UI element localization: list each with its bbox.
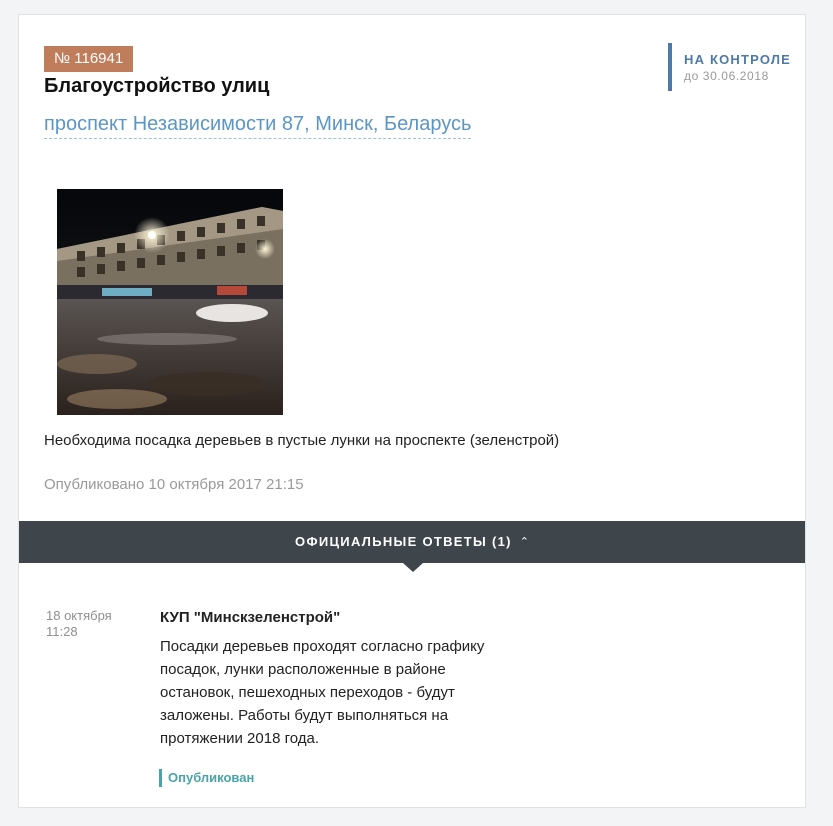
reply-date-time: 11:28 [46, 624, 78, 639]
reply-date [46, 608, 112, 640]
control-status-deadline: до 30.06.2018 [684, 69, 769, 83]
control-status-label: НА КОНТРОЛЕ [684, 52, 792, 67]
official-answers-label: ОФИЦИАЛЬНЫЕ ОТВЕТЫ (1) [295, 534, 512, 549]
issue-description: Необходима посадка деревьев в пустые лунки на проспекте (зеленстрой) [44, 432, 560, 449]
issue-title: Благоустройство улиц [44, 75, 270, 97]
reply-status-badge: Опубликован [159, 769, 254, 787]
issue-card [18, 14, 806, 808]
answers-bar-pointer [403, 563, 423, 572]
chevron-up-icon: ⌃ [519, 536, 529, 548]
reply-date-day: 18 октября [46, 608, 112, 623]
issue-published-date: Опубликовано 10 октября 2017 21:15 [44, 476, 304, 493]
reply-text: Посадки деревьев проходят согласно графику посадок, лунки расположенные в районе остановок, пешеходных переходов - будут заложены. Работы будут выполняться на протяжении 2018 года. [160, 638, 485, 747]
control-status [668, 43, 792, 91]
official-answers-toggle[interactable] [19, 521, 805, 563]
issue-number-badge: № 116941 [44, 46, 133, 72]
night-street-photo [57, 189, 283, 415]
issue-address-link[interactable]: проспект Независимости 87, Минск, Беларусь [44, 112, 471, 139]
issue-photo[interactable] [57, 189, 283, 415]
reply-author: КУП "Минскзеленстрой" [160, 609, 341, 626]
